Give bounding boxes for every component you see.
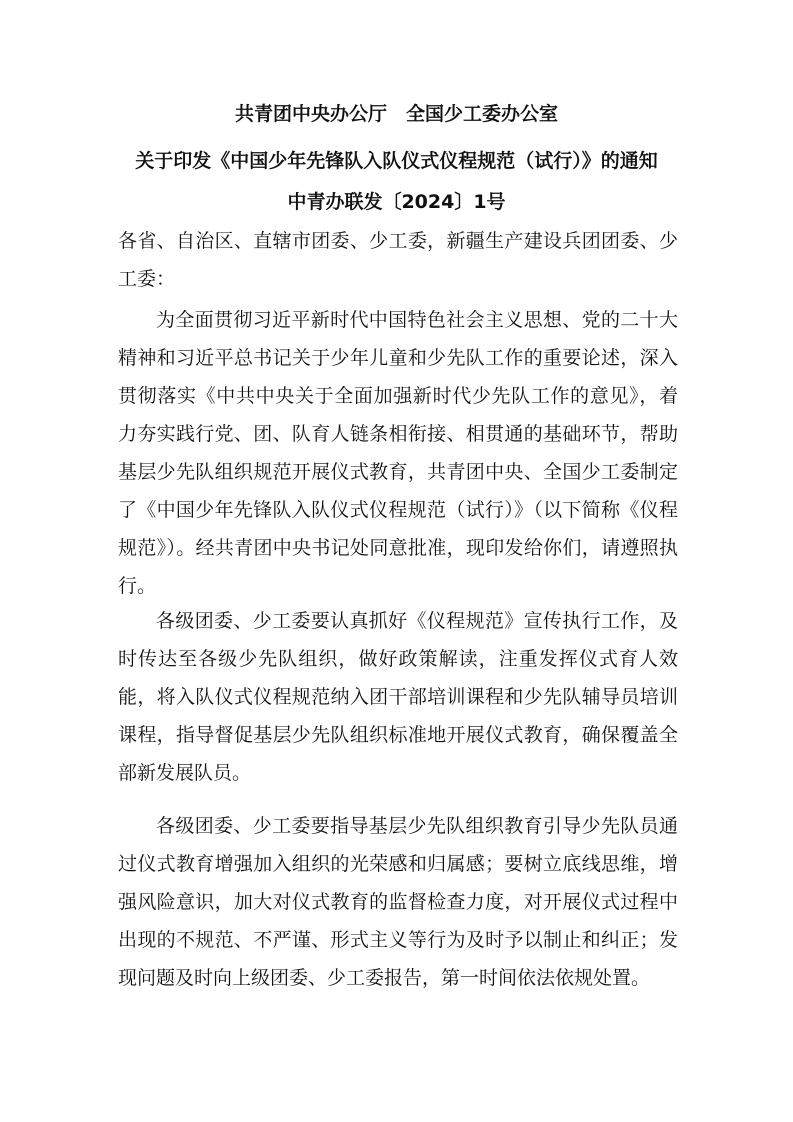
paragraph-1: 为全面贯彻习近平新时代中国特色社会主义思想、党的二十大精神和习近平总书记关于少年儿童和少先队工作的重要论述，深入贯彻落实《中共中央关于全面加强新时代少先队工作的意见》，着力夯实践行党、团、队育人链条相衔接、相贯通的基础环节，帮助基层少先队组织规范开展仪式教育，共青团中央、全国少工委制定了《中国少年先锋队入队仪式仪程规范（试行）》（以下简称《仪程规范》）。经共青团中央书记处同意批准，现印发给你们，请遵照执行。 <box>118 309 678 597</box>
issuing-offices: 共青团中央办公厅 全国少工委办公室 <box>234 103 558 125</box>
document-number: 中青办联发〔2024〕1号 <box>287 191 506 213</box>
salutation: 各省、自治区、直辖市团委、少工委，新疆生产建设兵团团委、少工委： <box>118 230 678 290</box>
paragraph-3: 各级团委、少工委要指导基层少先队组织教育引导少先队员通过仪式教育增强加入组织的光荣感和归属感；要树立底线思维，增强风险意识，加大对仪式教育的监督检查力度，对开展仪式过程中出现的不规范、不严谨、形式主义等行为及时予以制止和纠正；发现问题及时向上级团委、少工委报告，第一时间依法依规处置。 <box>118 815 678 989</box>
notice-title: 关于印发《中国少年先锋队入队仪式仪程规范（试行）》的通知 <box>135 150 658 172</box>
paragraph-2: 各级团委、少工委要认真抓好《仪程规范》宣传执行工作，及时传达至各级少先队组织，做好政策解读，注重发挥仪式育人效能，将入队仪式仪程规范纳入团干部培训课程和少先队辅导员培训课程，指导督促基层少先队组织标准地开展仪式教育，确保覆盖全部新发展队员。 <box>118 610 678 784</box>
